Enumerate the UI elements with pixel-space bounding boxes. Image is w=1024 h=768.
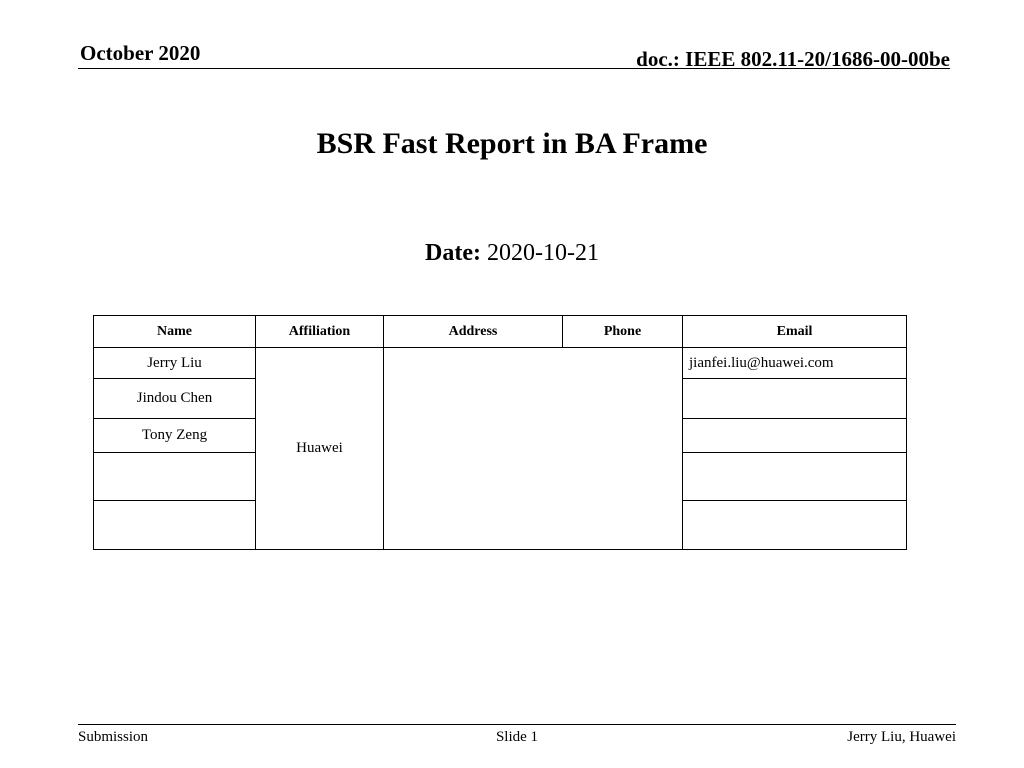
footer-author: Jerry Liu, Huawei: [847, 729, 956, 745]
column-header-email: Email: [683, 316, 907, 348]
email-cell: [683, 419, 907, 452]
email-cell: [683, 500, 907, 549]
slide-title: BSR Fast Report in BA Frame: [316, 127, 708, 160]
author-name-cell: Tony Zeng: [94, 419, 256, 452]
email-cell: [683, 452, 907, 500]
column-header-name: Name: [94, 316, 256, 348]
header-divider: [78, 68, 950, 69]
author-name-cell: [94, 500, 256, 549]
date-value: 2020-10-21: [486, 240, 599, 266]
address-phone-cell: [384, 348, 683, 550]
table-header-row: [94, 316, 907, 348]
column-header-address: Address: [384, 316, 563, 348]
column-header-phone: Phone: [563, 316, 683, 348]
header-doc-id: doc.: IEEE 802.11-20/1686-00-00be: [636, 47, 950, 71]
footer-slide-number: Slide 1: [495, 729, 539, 745]
authors-table: [93, 315, 907, 550]
table-row: [94, 348, 907, 379]
column-header-affiliation: Affiliation: [256, 316, 384, 348]
email-cell: [683, 379, 907, 419]
author-name-cell: Jindou Chen: [94, 379, 256, 419]
author-name-cell: Jerry Liu: [94, 348, 256, 379]
footer-submission: Submission: [78, 729, 149, 745]
header-date: October 2020: [80, 41, 201, 65]
date-label: Date:: [425, 240, 481, 266]
author-name-cell: [94, 452, 256, 500]
date-line: [0, 240, 1024, 267]
email-cell: jianfei.liu@huawei.com: [683, 348, 907, 379]
affiliation-cell: Huawei: [256, 348, 384, 550]
footer-divider: [78, 724, 956, 725]
